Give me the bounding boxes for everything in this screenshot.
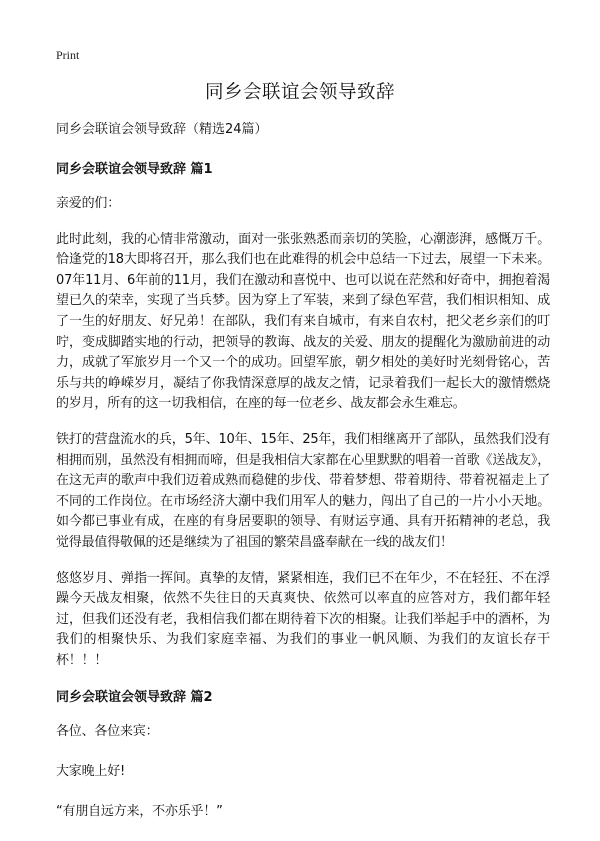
document-body: [56, 118, 550, 841]
greeting-paragraph: 各位、各位来宾：: [56, 724, 159, 740]
greeting-paragraph: 亲爱的们：: [56, 196, 121, 211]
quote-paragraph: “有朋自远方来，不亦乐乎！”: [56, 803, 223, 819]
body-paragraph: 铁打的营盘流水的兵，5年、10年、15年、25年，我们相继离开了部队，虽然我们没有相拥而别，虽然没有相拥而啼，但是我相信大家都在心里默默的唱着一首歌《送战友》，在这无声的歌声中我们迈着成熟而稳健的步伐、带着梦想、带着期待、带着祝福走上了不同的工作岗位。在市场经济大潮中我们用军人的魅力，闯出了自己的一片小小天地。如今都已事业有成，在座的有身居要职的领导、有财运亨通、具有开拓精神的老总，我觉得最值得敬佩的还是继续为了祖国的繁荣昌盛奉献在一线的战友们！: [56, 431, 550, 550]
document-subtitle: 同乡会联谊会领导致辞（精选24篇）: [56, 122, 268, 137]
body-paragraph: 大家晚上好!: [56, 764, 126, 780]
body-paragraph: 此时此刻，我的心情非常激动，面对一张张熟悉而亲切的笑脸，心潮澎湃，感慨万千。恰逢党的18大即将召开，那么我们也在此难得的机会中总结一下过去，展望一下未来。07年11月、6年前的11月，我们在激动和喜悦中、也可以说在茫然和好奇中，拥抱着渴望已久的荣幸，实现了当兵梦。因为穿上了军装，来到了绿色军营，我们相识相知、成了一生的好朋友、好兄弟！在部队，我们有来自城市，有来自农村，把父老乡亲们的叮咛，变成脚踏实地的行动，把领导的教诲、战友的关爱、朋友的提醒化为激励前进的动力，成就了军旅岁月一个又一个的成功。回望军旅，朝夕相处的美好时光刻骨铭心，苦乐与共的峥嵘岁月，凝结了你我情深意厚的战友之情，记录着我们一起长大的激情燃烧的岁月，所有的这一切我相信，在座的每一位老乡、战友都会永生难忘。: [56, 231, 550, 412]
section-heading: 同乡会联谊会领导致辞 篇2: [56, 690, 213, 706]
document-title: 同乡会联谊会领导致辞: [204, 82, 395, 103]
print-link[interactable]: Print: [56, 48, 80, 62]
section-heading: 同乡会联谊会领导致辞 篇1: [56, 162, 213, 177]
body-paragraph: 悠悠岁月、弹指一挥间。真挚的友情，紧紧相连，我们已不在年少，不在轻狂、不在浮躁今天战友相聚，依然不失往日的天真爽快、依然可以率直的应答对方，我们都年轻过，但我们还没有老，我相信我们都在期待着下次的相聚。让我们举起手中的酒杯，为我们的相聚快乐、为我们家庭幸福、为我们的事业一帆风顺、为我们的友谊长存干杯！！！: [56, 570, 550, 668]
